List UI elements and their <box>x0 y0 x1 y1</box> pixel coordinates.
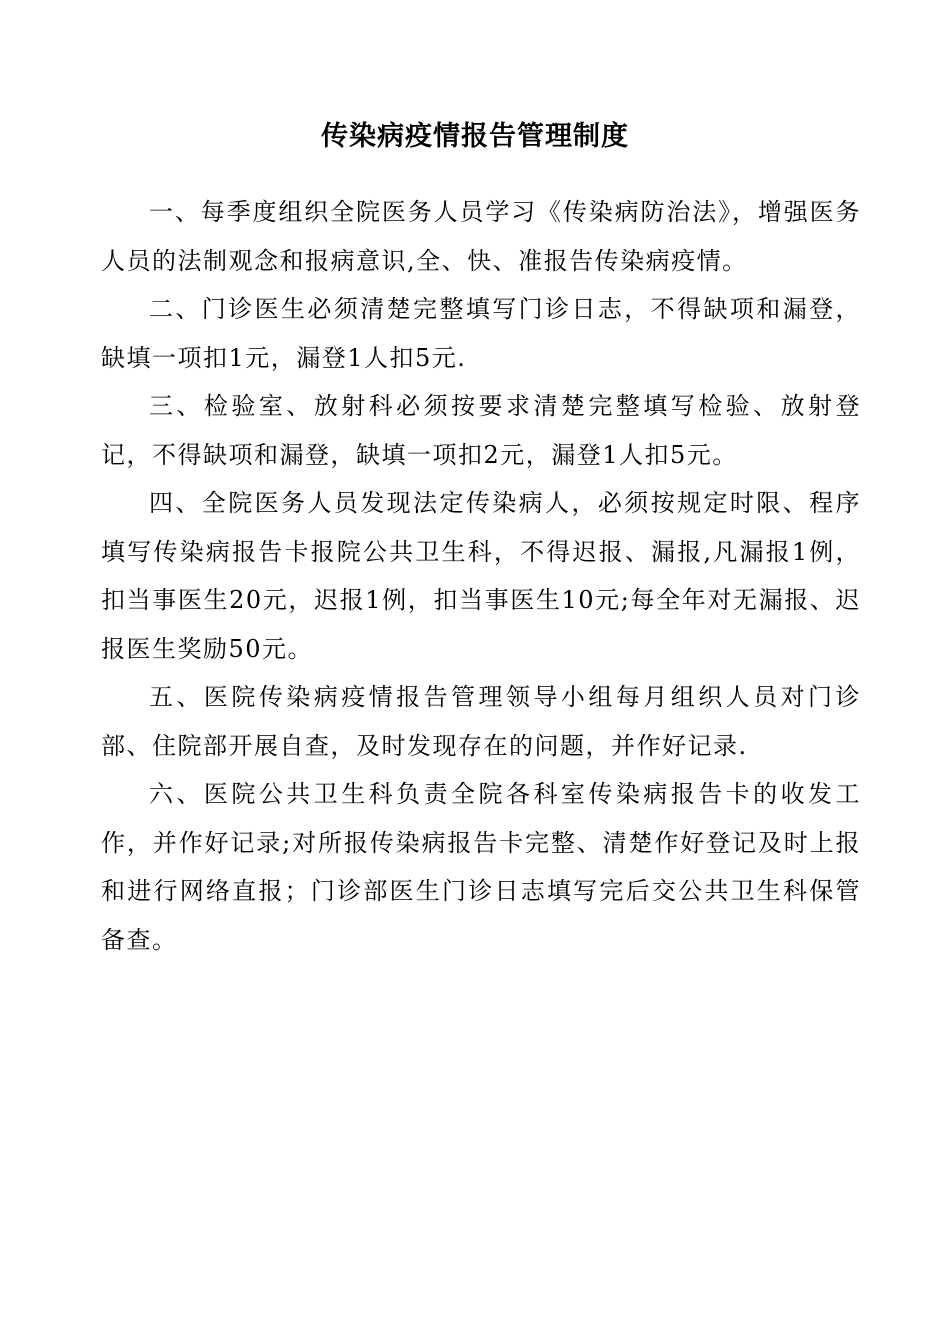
paragraph-1: 一、每季度组织全院医务人员学习《传染病防治法》，增强医务人员的法制观念和报病意识,全、快、准报告传染病疫情。 <box>101 198 861 275</box>
paragraph-2: 二、门诊医生必须清楚完整填写门诊日志，不得缺项和漏登，缺填一项扣1元，漏登1人扣5元. <box>101 295 861 372</box>
paragraph-4: 四、全院医务人员发现法定传染病人，必须按规定时限、程序填写传染病报告卡报院公共卫生科，不得迟报、漏报,凡漏报1例，扣当事医生20元，迟报1例，扣当事医生10元;每全年对无漏报、迟报医生奖励50元。 <box>101 489 861 663</box>
document-body <box>101 188 861 964</box>
paragraph-3: 三、检验室、放射科必须按要求清楚完整填写检验、放射登记，不得缺项和漏登，缺填一项扣2元，漏登1人扣5元。 <box>101 392 861 469</box>
paragraph-6: 六、医院公共卫生科负责全院各科室传染病报告卡的收发工作，并作好记录;对所报传染病报告卡完整、清楚作好登记及时上报和进行网络直报；门诊部医生门诊日志填写完后交公共卫生科保管备查。 <box>101 780 861 954</box>
document-title: 传染病疫情报告管理制度 <box>321 121 629 152</box>
paragraph-5: 五、医院传染病疫情报告管理领导小组每月组织人员对门诊部、住院部开展自查，及时发现存在的问题，并作好记录. <box>101 683 861 760</box>
